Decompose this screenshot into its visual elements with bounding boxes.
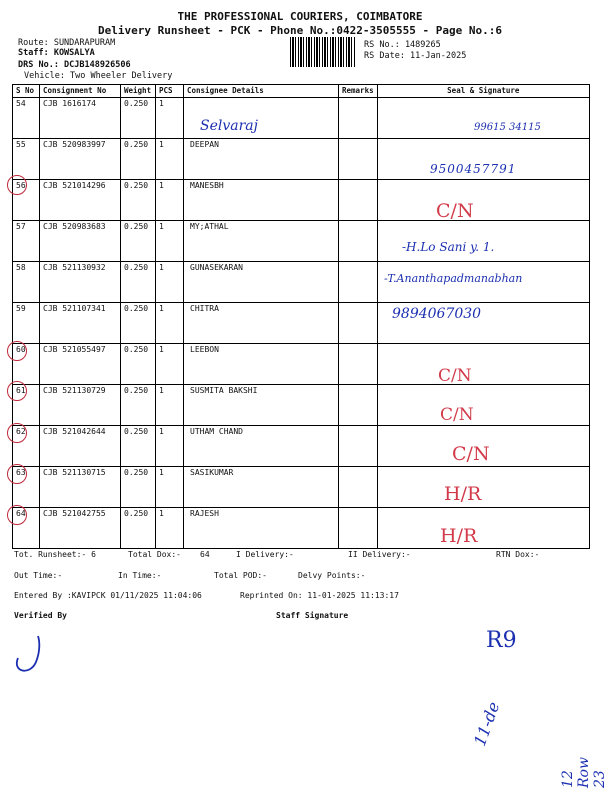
red-circle-mark [7,505,27,525]
cell-sig [377,385,589,426]
cell-sno: 61 [13,385,40,426]
red-circle-mark [7,464,27,484]
cell-cno: CJB 1616174 [40,98,121,139]
handwritten-sig-58: -T.Ananthapadmanabhan [384,272,523,285]
handwritten-bottom-note-1: 11-de [470,699,504,749]
cell-cno: CJB 521042644 [40,426,121,467]
staff-label: Staff: KOWSALYA [18,48,95,58]
table-header-row [13,85,590,98]
cell-pcs: 1 [156,139,184,180]
company-title: THE PROFESSIONAL COURIERS, COIMBATORE [177,10,423,23]
handwritten-cn-56: C/N [436,200,474,222]
route-label: Route: SUNDARAPURAM [18,38,116,48]
cell-pcs: 1 [156,180,184,221]
cell-cno: CJB 521130715 [40,467,121,508]
cell-sno: 59 [13,303,40,344]
cell-remarks [339,385,378,426]
cell-sno: 64 [13,508,40,549]
handwritten-cn-60: C/N [438,366,472,386]
cell-pcs: 1 [156,426,184,467]
handwritten-consignee-54: Selvaraj [200,118,258,134]
cell-consignee: SASIKUMAR [184,467,339,508]
cell-sig [377,508,589,549]
red-circle-mark [7,175,27,195]
cell-pcs: 1 [156,508,184,549]
cell-sno: 55 [13,139,40,180]
i-delivery: I Delivery:- [236,550,294,559]
col-sno: S No [13,85,40,98]
cell-remarks [339,98,378,139]
red-circle-mark [7,381,27,401]
out-time: Out Time:- [14,571,63,580]
entered-by: Entered By :KAVIPCK 01/11/2025 11:04:06 [14,591,202,600]
cell-sig [377,467,589,508]
cell-cno: CJB 521130932 [40,262,121,303]
table-row [13,344,590,385]
table-row [13,303,590,344]
cell-sno: 62 [13,426,40,467]
handwritten-foot-mark: R9 [486,628,517,653]
cell-pcs: 1 [156,221,184,262]
cell-remarks [339,508,378,549]
cell-weight: 0.250 [121,344,156,385]
rs-no-label: RS No.: 1489265 [364,40,441,50]
cell-sno: 54 [13,98,40,139]
cell-cno: CJB 521042755 [40,508,121,549]
cell-consignee: RAJESH [184,508,339,549]
staff-signature: Staff Signature [276,611,349,620]
cell-cno: CJB 521055497 [40,344,121,385]
cell-remarks [339,426,378,467]
cell-weight: 0.250 [121,262,156,303]
cell-cno: CJB 521130729 [40,385,121,426]
in-time: In Time:- [118,571,162,580]
cell-weight: 0.250 [121,426,156,467]
cell-consignee: LEEBON [184,344,339,385]
cell-consignee: UTHAM CHAND [184,426,339,467]
col-weight: Weight [121,85,156,98]
cell-remarks [339,221,378,262]
runsheet-table [12,84,590,549]
cell-weight: 0.250 [121,98,156,139]
cell-remarks [339,467,378,508]
cell-weight: 0.250 [121,385,156,426]
cell-consignee: GUNASEKARAN [184,262,339,303]
ii-delivery: II Delivery:- [348,550,411,559]
handwritten-sig-55: 9500457791 [430,162,517,176]
cell-pcs: 1 [156,344,184,385]
cell-sno: 58 [13,262,40,303]
cell-pcs: 1 [156,303,184,344]
col-consignee: Consignee Details [184,85,339,98]
cell-weight: 0.250 [121,303,156,344]
handwritten-cn-61: C/N [440,405,474,425]
table-row [13,180,590,221]
cell-consignee: SUSMITA BAKSHI [184,385,339,426]
cell-cno: CJB 521014296 [40,180,121,221]
table-row [13,221,590,262]
handwritten-sig-54: 99615 34115 [474,122,541,133]
cell-sno: 63 [13,467,40,508]
verified-by: Verified By [14,611,67,620]
handwritten-sig-59: 9894067030 [392,306,482,322]
red-circle-mark [7,423,27,443]
total-dox-value: 64 [200,550,210,559]
cell-weight: 0.250 [121,221,156,262]
handwritten-cn-62: C/N [452,443,490,465]
table-row [13,426,590,467]
cell-sno: 60 [13,344,40,385]
cell-pcs: 1 [156,385,184,426]
cell-sno: 57 [13,221,40,262]
cell-remarks [339,262,378,303]
vehicle-label: Vehicle: Two Wheeler Delivery [24,71,173,81]
verified-signature-scribble [10,628,50,678]
drs-label: DRS No.: DCJB148926506 [18,60,131,70]
cell-consignee: DEEPAN [184,139,339,180]
cell-consignee: MANESBH [184,180,339,221]
cell-pcs: 1 [156,98,184,139]
cell-remarks [339,180,378,221]
tot-runsheet: Tot. Runsheet:- 6 [14,550,96,559]
rtn-dox: RTN Dox:- [496,550,540,559]
table-row [13,385,590,426]
cell-pcs: 1 [156,262,184,303]
table-row [13,508,590,549]
cell-weight: 0.250 [121,508,156,549]
cell-pcs: 1 [156,467,184,508]
cell-cno: CJB 521107341 [40,303,121,344]
cell-cno: CJB 520983997 [40,139,121,180]
handwritten-sig-57: -H.Lo Sani y. 1. [402,240,495,254]
handwritten-hr-63: H/R [444,483,482,505]
cell-remarks [339,139,378,180]
col-signature: Seal & Signature [377,85,589,98]
cell-weight: 0.250 [121,180,156,221]
col-consignment: Consignment No [40,85,121,98]
cell-sig [377,180,589,221]
cell-cno: CJB 520983683 [40,221,121,262]
col-pcs: PCS [156,85,184,98]
rs-date-label: RS Date: 11-Jan-2025 [364,51,467,61]
delvy-points: Delvy Points:- [298,571,366,580]
total-pod: Total POD:- [214,571,267,580]
cell-weight: 0.250 [121,467,156,508]
handwritten-hr-64: H/R [440,525,478,547]
total-dox-label: Total Dox:- [128,550,181,559]
handwritten-bottom-note-2: 12 Row 23 [560,757,608,788]
cell-sno: 56 [13,180,40,221]
cell-weight: 0.250 [121,139,156,180]
cell-remarks [339,344,378,385]
col-remarks: Remarks [339,85,378,98]
cell-remarks [339,303,378,344]
reprinted-on: Reprinted On: 11-01-2025 11:13:17 [240,591,399,600]
cell-consignee: MY;ATHAL [184,221,339,262]
table-row [13,467,590,508]
runsheet-title: Delivery Runsheet - PCK - Phone No.:0422-3505555 - Page No.:6 [98,24,502,37]
barcode-image [290,37,356,67]
red-circle-mark [7,341,27,361]
cell-sig [377,344,589,385]
cell-consignee: CHITRA [184,303,339,344]
